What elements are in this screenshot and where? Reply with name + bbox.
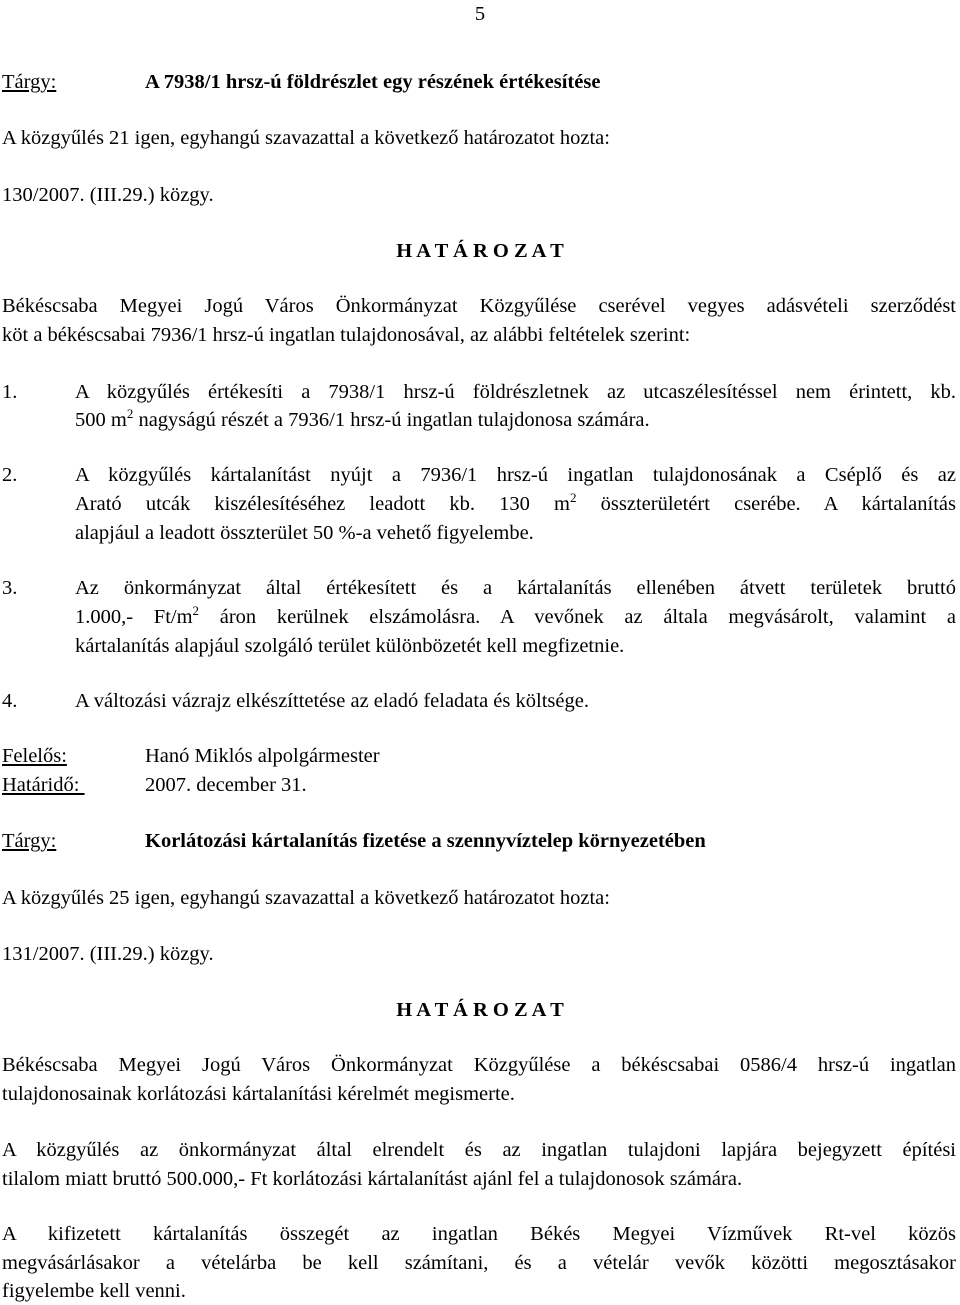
subject-label: Tárgy: <box>2 830 57 852</box>
paragraph-line: A közgyűlés az önkormányzat által elrendelt és az ingatlan tulajdoni lapjára bejegyzett építési <box>2 1139 956 1161</box>
item-line: kártalanítás alapjául szolgáló terület különbözetét kell megfizetnie. <box>75 635 625 657</box>
item-line: A közgyűlés értékesíti a 7938/1 hrsz-ú földrészletnek az utcaszélesítéssel nem érintett, kb. <box>75 381 956 403</box>
item-number: 3. <box>2 577 18 599</box>
resolution-heading: H A T Á R O Z A T <box>396 240 564 262</box>
paragraph-line: megvásárlásakor a vételárba be kell számítani, és a vételár vevők közötti megosztásakor <box>2 1252 956 1274</box>
item-line <box>75 406 956 434</box>
item-text: 1.000,- Ft/m <box>75 606 193 628</box>
resolution-number: 131/2007. (III.29.) közgy. <box>2 943 214 965</box>
superscript: 2 <box>570 490 577 505</box>
item-line: A közgyűlés kártalanítást nyújt a 7936/1 hrsz-ú ingatlan tulajdonosának a Cséplő és az <box>75 464 956 486</box>
vote-statement: A közgyűlés 21 igen, egyhangú szavazattal a következő határozatot hozta: <box>2 127 610 149</box>
responsible-person: Hanó Miklós alpolgármester <box>145 745 380 767</box>
item-text: 500 m <box>75 409 127 431</box>
paragraph-line: Békéscsaba Megyei Jogú Város Önkormányzat Közgyűlése a békéscsabai 0586/4 hrsz-ú ingatlan <box>2 1054 956 1076</box>
resolution-heading: H A T Á R O Z A T <box>396 999 564 1021</box>
vote-statement: A közgyűlés 25 igen, egyhangú szavazattal a következő határozatot hozta: <box>2 887 610 909</box>
superscript: 2 <box>192 603 200 618</box>
item-line <box>75 603 956 631</box>
intro-line: Békéscsaba Megyei Jogú Város Önkormányzat Közgyűlése cserével vegyes adásvételi szerződést <box>2 295 956 317</box>
item-line <box>75 490 956 518</box>
item-line: A változási vázrajz elkészíttetése az eladó feladata és költsége. <box>75 690 589 712</box>
subject-label: Tárgy: <box>2 71 57 93</box>
superscript: 2 <box>126 406 134 421</box>
item-text: összterületért cserébe. A kártalanítás <box>576 493 956 515</box>
paragraph-line: tulajdonosainak korlátozási kártalanítási kérelmét megismerte. <box>2 1083 515 1105</box>
deadline-label: Határidő: <box>2 774 85 796</box>
paragraph-line: A kifizetett kártalanítás összegét az ingatlan Békés Megyei Vízművek Rt-vel közös <box>2 1223 956 1245</box>
item-text: nagyságú részét a 7936/1 hrsz-ú ingatlan tulajdonosa számára. <box>133 409 650 431</box>
deadline-date: 2007. december 31. <box>145 774 307 796</box>
item-number: 1. <box>2 381 18 403</box>
item-text: Arató utcák kiszélesítéséhez leadott kb. 130 m <box>75 493 570 515</box>
paragraph-line: figyelembe kell venni. <box>2 1280 186 1302</box>
page-number: 5 <box>474 3 486 25</box>
item-number: 2. <box>2 464 18 486</box>
intro-line: köt a békéscsabai 7936/1 hrsz-ú ingatlan tulajdonosával, az alábbi feltételek szerint: <box>2 324 691 346</box>
item-line: Az önkormányzat által értékesített és a kártalanítás ellenében átvett területek bruttó <box>75 577 956 599</box>
item-number: 4. <box>2 690 18 712</box>
item-text: áron kerülnek elszámolásra. A vevőnek az általa megvásárolt, valamint a <box>199 606 956 628</box>
subject-title: Korlátozási kártalanítás fizetése a szennyvíztelep környezetében <box>145 830 706 852</box>
subject-title: A 7938/1 hrsz-ú földrészlet egy részének értékesítése <box>145 71 601 93</box>
item-line: alapjául a leadott összterület 50 %-a vehető figyelembe. <box>75 522 534 544</box>
resolution-number: 130/2007. (III.29.) közgy. <box>2 184 214 206</box>
paragraph-line: tilalom miatt bruttó 500.000,- Ft korlátozási kártalanítást ajánl fel a tulajdonosok számára. <box>2 1168 743 1190</box>
responsible-label: Felelős: <box>2 745 67 767</box>
